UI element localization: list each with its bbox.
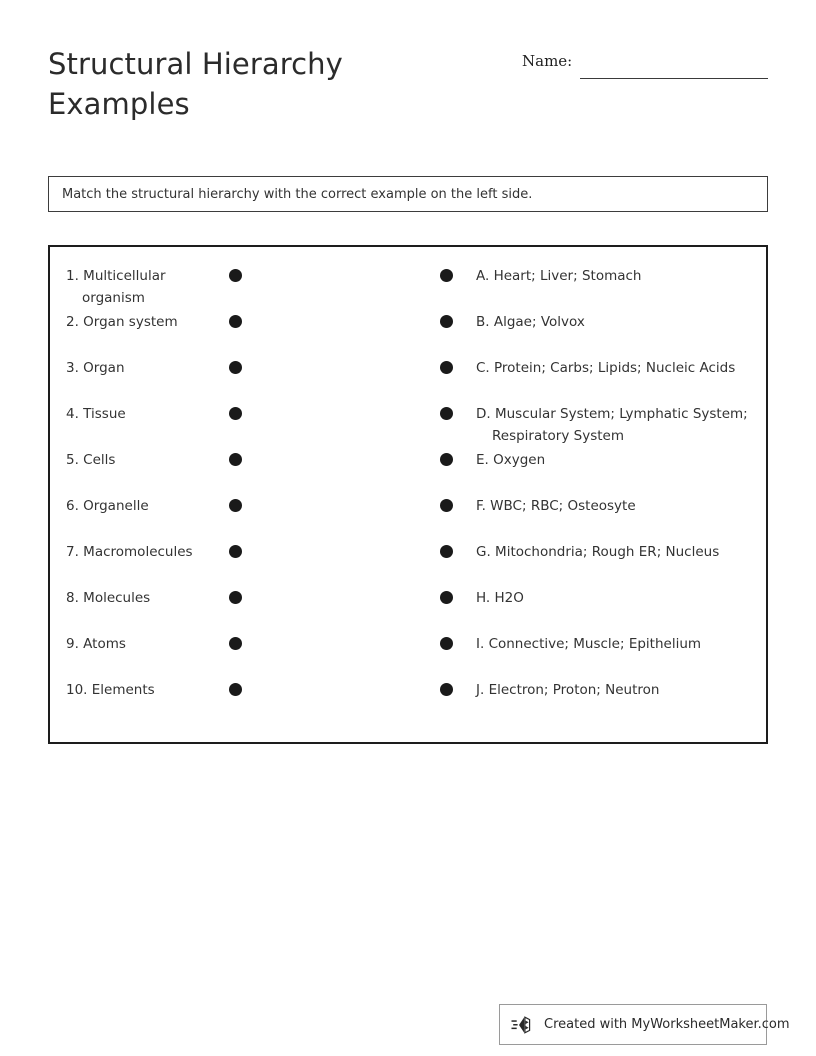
list-item (66, 495, 306, 525)
list-item (66, 633, 306, 663)
pencil-logo-icon (511, 1013, 535, 1037)
match-dot-right[interactable] (440, 361, 453, 374)
footer-badge-content (511, 1005, 790, 1044)
list-item (66, 311, 306, 341)
match-dot-left[interactable] (229, 637, 242, 650)
list-item (66, 587, 306, 617)
match-dot-right[interactable] (440, 407, 453, 420)
left-item-label: 4. Tissue (66, 406, 126, 422)
list-item (440, 403, 752, 444)
match-dot-right[interactable] (440, 637, 453, 650)
left-item-label: 1. Multicellular organism (66, 268, 166, 306)
list-item (440, 587, 752, 617)
list-item (440, 633, 752, 663)
match-dot-left[interactable] (229, 315, 242, 328)
left-item-label: 10. Elements (66, 682, 155, 698)
instruction-box (48, 176, 768, 212)
name-input-line[interactable] (580, 78, 768, 79)
right-item-label: E. Oxygen (476, 452, 546, 468)
match-dot-left[interactable] (229, 545, 242, 558)
instruction-text: Match the structural hierarchy with the correct example on the left side. (62, 187, 533, 202)
match-dot-right[interactable] (440, 269, 453, 282)
match-dot-left[interactable] (229, 591, 242, 604)
match-dot-left[interactable] (229, 453, 242, 466)
left-item-label: 6. Organelle (66, 498, 149, 514)
list-item (440, 265, 752, 295)
list-item (66, 357, 306, 387)
list-item (66, 541, 306, 571)
left-item-label: 7. Macromolecules (66, 544, 193, 560)
right-item-label: B. Algae; Volvox (476, 314, 585, 330)
right-item-label: I. Connective; Muscle; Epithelium (476, 636, 702, 652)
right-item-label: F. WBC; RBC; Osteosyte (476, 498, 636, 514)
list-item (66, 265, 306, 306)
match-dot-left[interactable] (229, 269, 242, 282)
list-item (440, 357, 752, 387)
match-dot-left[interactable] (229, 499, 242, 512)
right-item-label: H. H2O (476, 590, 524, 606)
matching-left-column (66, 265, 306, 725)
match-dot-left[interactable] (229, 361, 242, 374)
page-title-line-2: Examples (48, 87, 190, 121)
list-item (66, 679, 306, 709)
right-item-label: C. Protein; Carbs; Lipids; Nucleic Acids (476, 360, 736, 376)
left-item-label: 9. Atoms (66, 636, 126, 652)
match-dot-right[interactable] (440, 591, 453, 604)
match-dot-right[interactable] (440, 315, 453, 328)
match-dot-left[interactable] (229, 683, 242, 696)
match-dot-right[interactable] (440, 683, 453, 696)
left-item-label: 2. Organ system (66, 314, 178, 330)
footer-attribution-badge[interactable] (499, 1004, 790, 1045)
left-item-label: 3. Organ (66, 360, 125, 376)
right-item-label: G. Mitochondria; Rough ER; Nucleus (476, 544, 720, 560)
list-item (440, 679, 752, 709)
list-item (440, 449, 752, 479)
matching-exercise-box (48, 245, 768, 744)
name-field-group (522, 52, 768, 86)
matching-right-column (440, 265, 752, 725)
match-dot-left[interactable] (229, 407, 242, 420)
left-item-label: 5. Cells (66, 452, 116, 468)
list-item (66, 449, 306, 479)
page-header (48, 44, 768, 136)
page-title-line-1: Structural Hierarchy (48, 47, 343, 81)
match-dot-right[interactable] (440, 545, 453, 558)
match-dot-right[interactable] (440, 453, 453, 466)
footer-badge-label: Created with MyWorksheetMaker.com (544, 1017, 790, 1032)
match-dot-right[interactable] (440, 499, 453, 512)
name-label: Name: (522, 52, 573, 70)
page-title (48, 44, 468, 124)
right-item-label: D. Muscular System; Lymphatic System; Respiratory System (476, 406, 748, 444)
list-item (66, 403, 306, 433)
left-item-label: 8. Molecules (66, 590, 151, 606)
list-item (440, 311, 752, 341)
right-item-label: J. Electron; Proton; Neutron (476, 682, 660, 698)
right-item-label: A. Heart; Liver; Stomach (476, 268, 642, 284)
list-item (440, 495, 752, 525)
list-item (440, 541, 752, 571)
